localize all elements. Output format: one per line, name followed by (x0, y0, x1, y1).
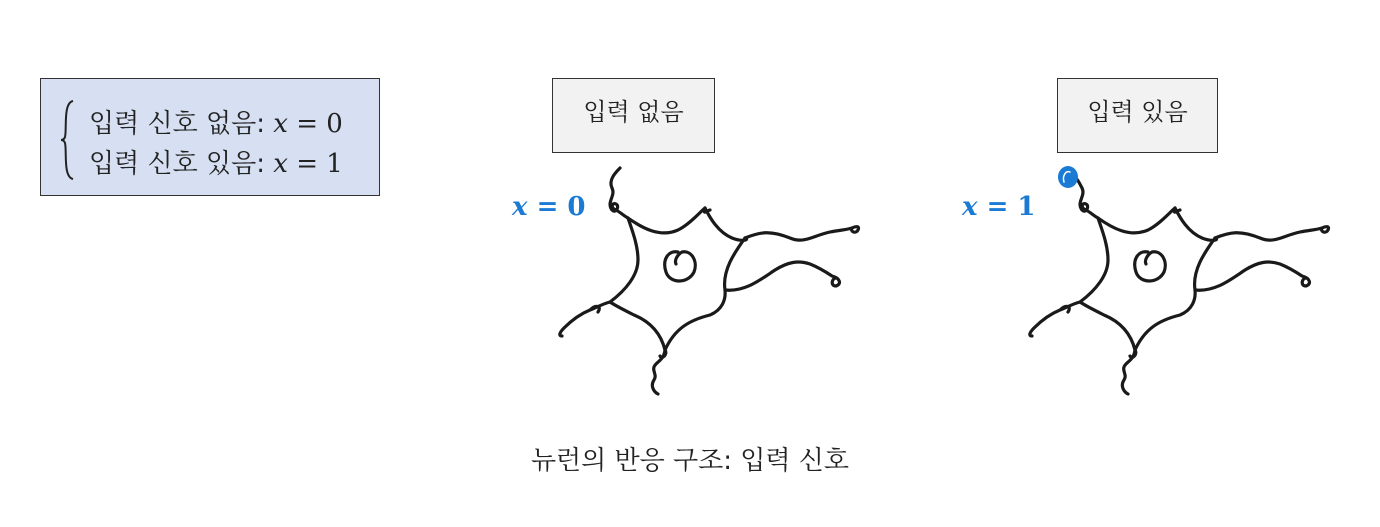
x-label-right-eq: = 1 (986, 192, 1036, 222)
neuron-left-dendrite-3 (560, 302, 610, 336)
neuron-left-dendrite-2 (725, 262, 839, 290)
neuron-left-body (610, 208, 747, 350)
neuron-right-dendrite-4 (1122, 350, 1135, 394)
legend-no-input-eq: = 0 (296, 109, 343, 139)
callout-no-input (552, 78, 715, 153)
neuron-right-nucleus (1135, 252, 1166, 281)
neuron-left-dendrite-1 (745, 227, 859, 240)
legend-input-eq: = 1 (296, 149, 343, 179)
neuron-right-dendrite-1 (1215, 227, 1329, 240)
x-label-left-var: x (512, 192, 528, 222)
legend-input-var: x (273, 149, 288, 179)
neuron-right-body (1080, 208, 1217, 350)
neuron-left-nucleus (665, 252, 696, 281)
legend-line-input (89, 143, 343, 180)
legend-line-no-input (89, 103, 343, 140)
x-label-right-var: x (962, 192, 978, 222)
legend-brace (59, 99, 77, 181)
neuron-right (1020, 160, 1340, 400)
legend-input-text: 입력 신호 있음: (89, 149, 265, 179)
neuron-left-input-dendrite (610, 168, 628, 218)
callout-no-input-label: 입력 없음 (583, 98, 684, 126)
input-signal-dot (1058, 166, 1078, 188)
legend-no-input-text: 입력 신호 없음: (89, 109, 265, 139)
neuron-right-dendrite-2 (1195, 262, 1309, 290)
callout-input-label: 입력 있음 (1087, 98, 1188, 126)
caption: 뉴런의 반응 구조: 입력 신호 (530, 446, 850, 476)
legend-box (40, 78, 380, 196)
neuron-left-dendrite-4 (652, 350, 665, 394)
neuron-left (550, 160, 870, 400)
legend-no-input-var: x (273, 109, 288, 139)
x-label-left-eq: = 0 (536, 192, 586, 222)
neuron-right-dendrite-3 (1030, 302, 1080, 336)
callout-input (1057, 78, 1218, 153)
